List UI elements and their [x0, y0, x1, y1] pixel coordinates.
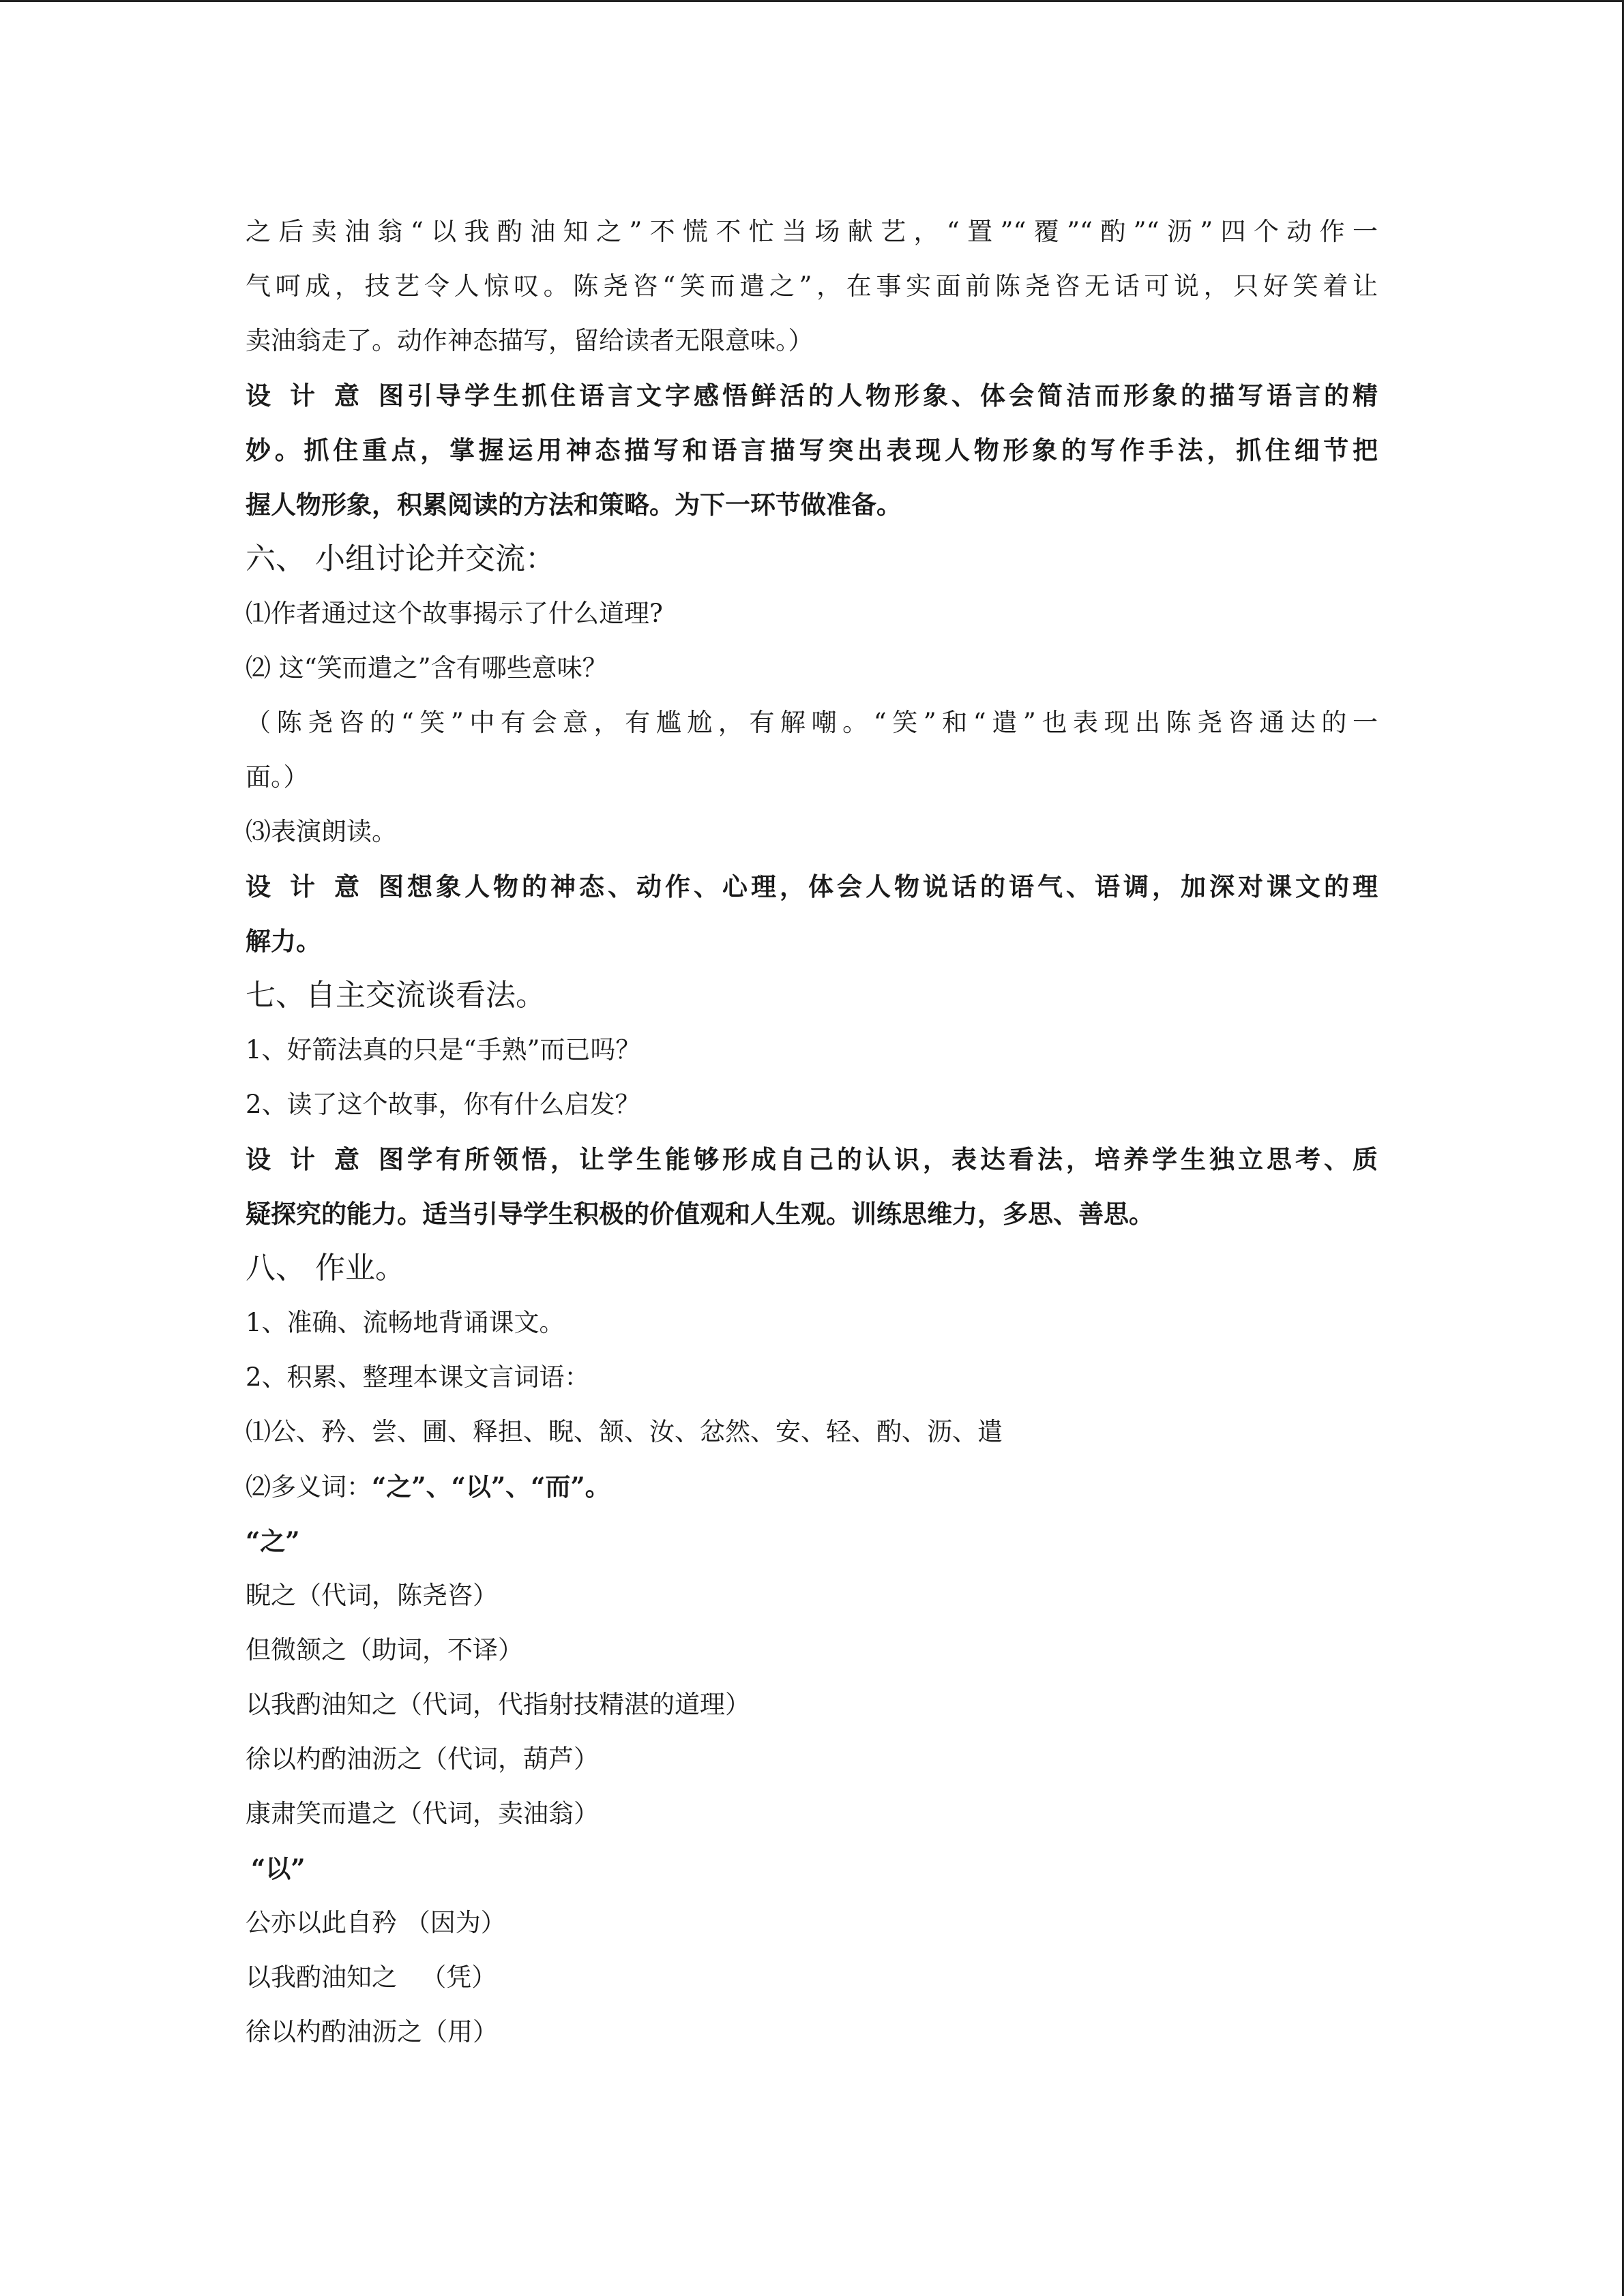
zhi-heading: “之”: [246, 1526, 300, 1556]
zhi-example: 徐以杓酌油沥之（代词，葫芦）: [246, 1744, 599, 1774]
vocab-list: ⑴公、矜、尝、圃、释担、睨、颔、汝、忿然、安、轻、酌、沥、遣: [246, 1417, 1003, 1446]
design-intent-text: 引导学生抓住语言文字感悟鲜活的人物形象、体会简洁而形象的描写语言的精: [404, 381, 1378, 411]
question-item: 2、读了这个故事，你有什么启发？: [246, 1090, 640, 1119]
homework-item: 1、准确、流畅地背诵课文。: [246, 1308, 565, 1337]
design-intent-line: [246, 859, 1378, 914]
design-intent-label: 设计意图: [246, 1144, 404, 1174]
paragraph-line: 气呵成，技艺令人惊叹。陈尧咨“笑而遣之”，在事实面前陈尧咨无话可说，只好笑着让: [246, 271, 1378, 301]
design-intent-line: 解力。: [246, 926, 321, 956]
yi-example: 徐以杓酌油沥之（用）: [246, 2017, 498, 2046]
polysemy-prefix: ⑵多义词：: [246, 1472, 372, 1502]
section-heading-7: 七、自主交流谈看法。: [246, 978, 546, 1013]
design-intent-line: 疑探究的能力。适当引导学生积极的价值观和人生观。训练思维力，多思、善思。: [246, 1199, 1154, 1229]
design-intent-text: 想象人物的神态、动作、心理，体会人物说话的语气、语调，加深对课文的理: [404, 871, 1378, 901]
zhi-example: 但微颔之（助词，不译）: [246, 1635, 523, 1665]
question-item: ⑵ 这“笑而遣之”含有哪些意味？: [246, 653, 608, 683]
design-intent-text: 学有所领悟，让学生能够形成自己的认识，表达看法，培养学生独立思考、质: [404, 1144, 1378, 1174]
paragraph-line: 卖油翁走了。动作神态描写，留给读者无限意味。）: [246, 326, 814, 355]
yi-example: 公亦以此自矜 （因为）: [246, 1908, 506, 1937]
design-intent-line: [246, 368, 1378, 423]
design-intent-line: [246, 1132, 1378, 1187]
question-item: 1、好箭法真的只是“手熟”而已吗？: [246, 1035, 641, 1064]
polysemy-line: [246, 1459, 1378, 1514]
zhi-example: 康肃笑而遣之（代词，卖油翁）: [246, 1799, 599, 1828]
design-intent-label: 设计意图: [246, 871, 404, 901]
page-border-top: [0, 0, 1624, 2]
design-intent-line: 妙。抓住重点，掌握运用神态描写和语言描写突出表现人物形象的写作手法，抓住细节把: [246, 435, 1378, 465]
paragraph-line: 之后卖油翁“以我酌油知之”不慌不忙当场献艺，“置”“覆”“酌”“沥”四个动作一: [246, 217, 1378, 246]
polysemy-words: “之”、“以”、“而”。: [372, 1472, 610, 1502]
homework-item: 2、积累、整理本课文言词语：: [246, 1362, 590, 1392]
design-intent-label: 设计意图: [246, 381, 404, 411]
section-heading-8: 八、 作业。: [246, 1251, 405, 1285]
yi-heading: “以”: [251, 1853, 306, 1883]
yi-example: 以我酌油知之 （凭）: [246, 1963, 497, 1992]
document-body: [246, 205, 1378, 2059]
question-item: ⑶表演朗读。: [246, 817, 397, 846]
answer-line: 面。）: [246, 762, 309, 792]
zhi-example: 以我酌油知之（代词，代指射技精湛的道理）: [246, 1690, 750, 1719]
answer-line: （陈尧咨的“笑”中有会意，有尴尬，有解嘲。“笑”和“遣”也表现出陈尧咨通达的一: [246, 708, 1378, 737]
design-intent-line: 握人物形象，积累阅读的方法和策略。为下一环节做准备。: [246, 490, 902, 520]
question-item: ⑴作者通过这个故事揭示了什么道理?: [246, 599, 663, 628]
zhi-example: 睨之（代词，陈尧咨）: [246, 1581, 498, 1610]
section-heading-6: 六、 小组讨论并交流：: [246, 541, 555, 576]
